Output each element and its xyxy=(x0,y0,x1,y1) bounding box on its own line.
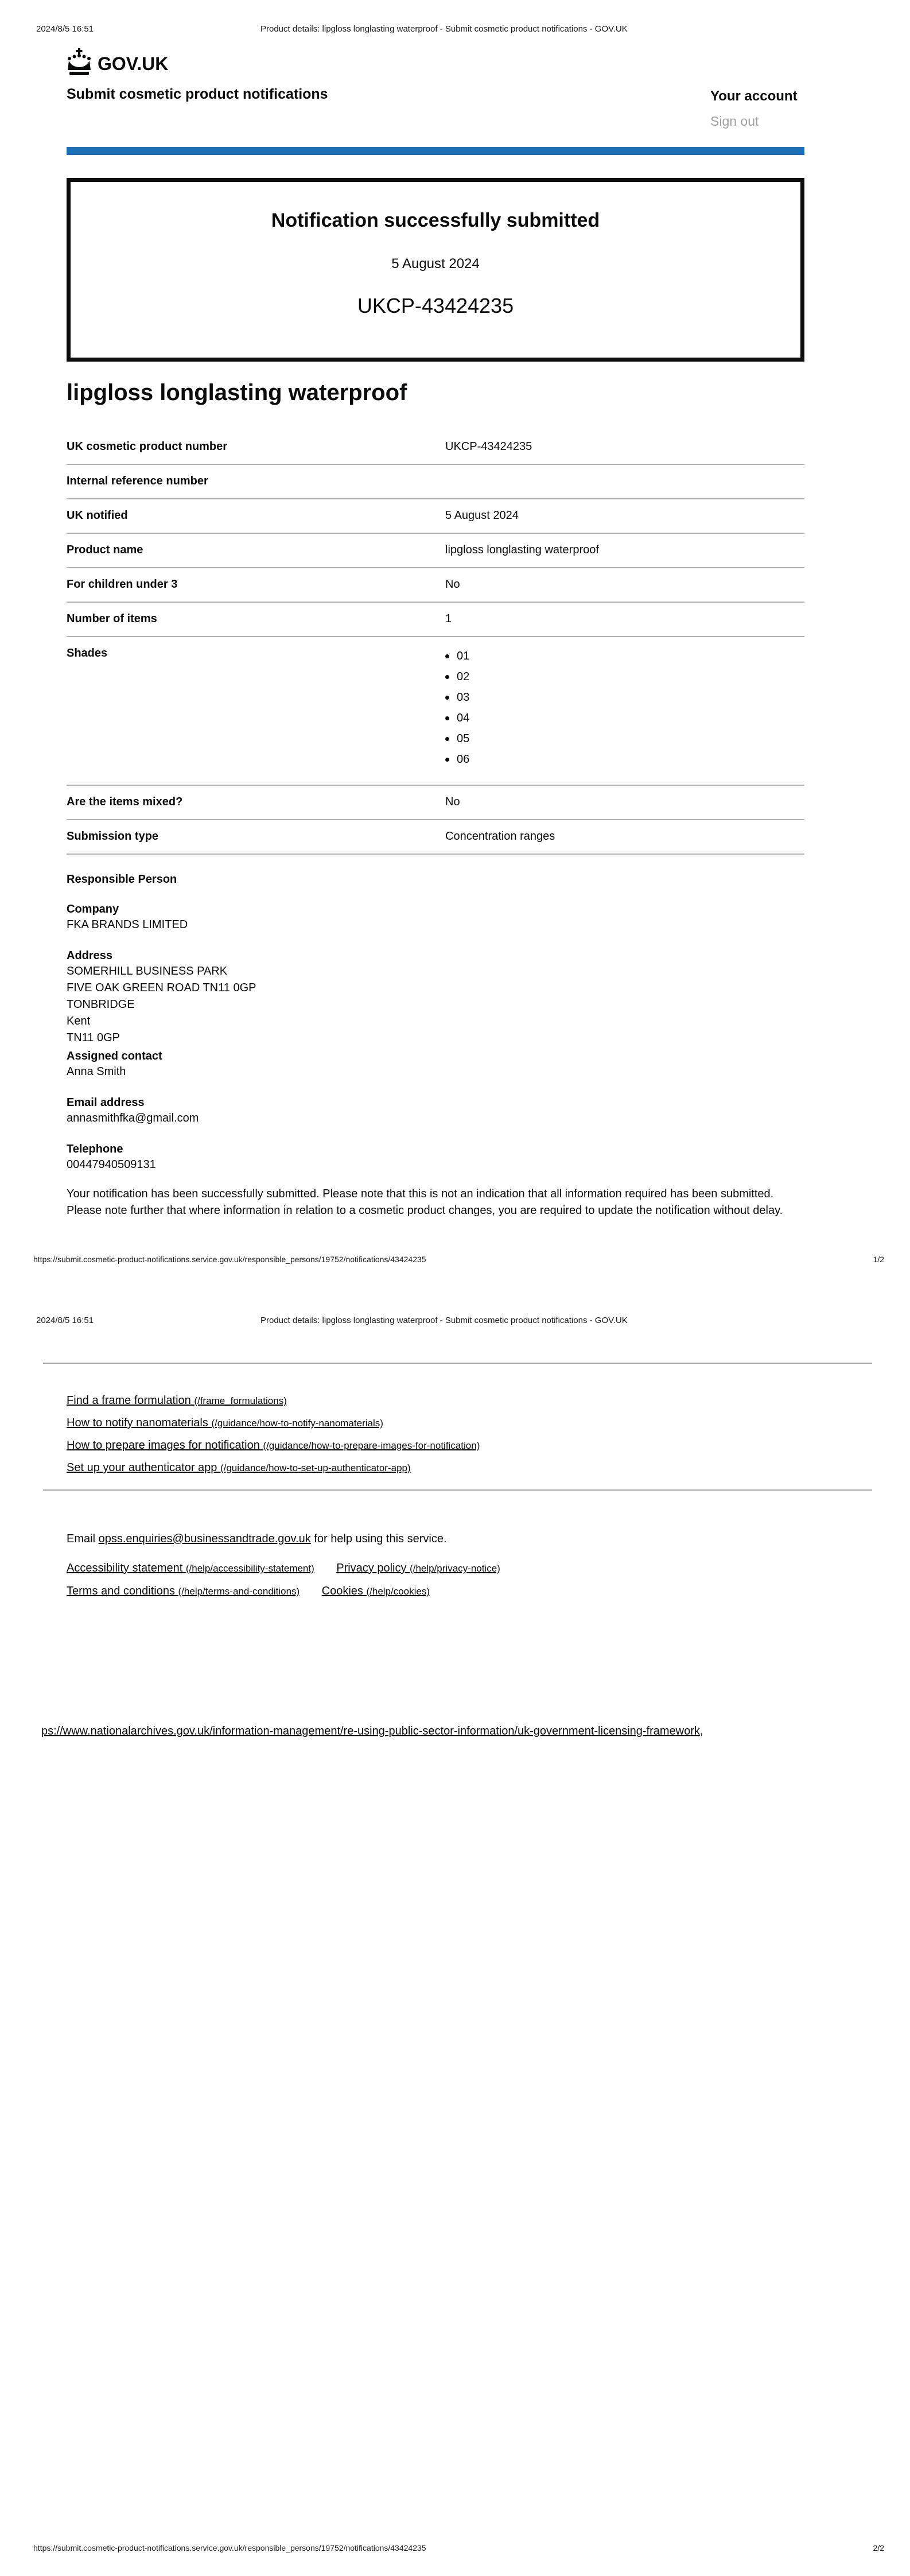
confirmation-panel xyxy=(67,178,804,362)
table-row xyxy=(67,534,804,568)
prepare-images-link[interactable]: How to prepare images for notification (/guidance/how-to-prepare-images-for-notification) xyxy=(67,1439,480,1452)
rp-address-line: TONBRIDGE xyxy=(67,998,135,1011)
rp-address-line: SOMERHILL BUSINESS PARK xyxy=(67,965,228,977)
row-value: Concentration ranges xyxy=(445,830,555,843)
shade-item: 01 xyxy=(445,646,804,666)
frame-formulation-link[interactable]: Find a frame formulation (/frame_formulations) xyxy=(67,1394,287,1407)
row-value: 5 August 2024 xyxy=(445,509,519,522)
shade-item: 04 xyxy=(445,708,804,728)
rp-telephone-label: Telephone xyxy=(67,1143,123,1155)
privacy-policy-link[interactable]: Privacy policy (/help/privacy-notice) xyxy=(336,1562,500,1574)
row-value xyxy=(445,474,804,489)
footer-links-row xyxy=(67,1562,520,1575)
table-row-shades xyxy=(67,637,804,786)
panel-reference: UKCP-43424235 xyxy=(357,294,514,317)
table-row xyxy=(67,465,804,499)
authenticator-app-link[interactable]: Set up your authenticator app (/guidance/how-to-set-up-authenticator-app) xyxy=(67,1461,411,1474)
panel-date: 5 August 2024 xyxy=(391,256,480,271)
table-row xyxy=(67,786,804,820)
page-2 xyxy=(0,1288,910,2576)
service-name-link[interactable]: Submit cosmetic product notifications xyxy=(67,86,328,102)
table-row xyxy=(67,820,804,855)
section-divider xyxy=(43,1363,872,1364)
responsible-person-heading: Responsible Person xyxy=(67,873,177,886)
rp-address-label: Address xyxy=(67,949,113,962)
row-label: Internal reference number xyxy=(67,475,208,487)
row-label: Submission type xyxy=(67,830,159,843)
help-email-link[interactable]: opss.enquiries@businessandtrade.gov.uk xyxy=(98,1533,311,1545)
rp-contact-value: Anna Smith xyxy=(67,1065,126,1078)
row-label: UK cosmetic product number xyxy=(67,440,228,453)
related-links xyxy=(67,1394,480,1483)
table-row xyxy=(67,430,804,465)
print-datetime: 2024/8/5 16:51 xyxy=(36,24,94,34)
page-content xyxy=(67,0,804,1219)
rp-email-group xyxy=(67,1095,804,1127)
footer-links-row xyxy=(67,1585,449,1598)
help-line: Email opss.enquiries@businessandtrade.gov.uk for help using this service. xyxy=(67,1533,447,1545)
rp-address-group xyxy=(67,948,804,1046)
row-value: lipgloss longlasting waterproof xyxy=(445,544,599,556)
product-details-table xyxy=(67,430,804,855)
bullet-icon xyxy=(445,654,449,658)
shade-item: 02 xyxy=(445,666,804,687)
product-title: lipgloss longlasting waterproof xyxy=(67,380,407,405)
bullet-icon xyxy=(445,675,449,679)
rp-company-value: FKA BRANDS LIMITED xyxy=(67,918,188,931)
rp-email-label: Email address xyxy=(67,1096,145,1109)
account-nav xyxy=(710,88,804,129)
shade-item: 06 xyxy=(445,749,804,770)
cookies-link[interactable]: Cookies (/help/cookies) xyxy=(321,1585,430,1597)
table-row xyxy=(67,603,804,637)
rp-address-line: FIVE OAK GREEN ROAD TN11 0GP xyxy=(67,981,256,994)
section-divider xyxy=(43,1489,872,1491)
print-header xyxy=(0,1316,910,1327)
row-value: No xyxy=(445,578,460,591)
govuk-logo[interactable] xyxy=(67,0,804,78)
row-label: UK notified xyxy=(67,509,128,522)
shades-list xyxy=(445,646,804,770)
print-title: Product details: lipgloss longlasting waterproof - Submit cosmetic product notifications - GOV.UK xyxy=(260,1316,628,1325)
rp-email-value: annasmithfka@gmail.com xyxy=(67,1112,199,1124)
row-value: 1 xyxy=(445,612,452,625)
print-page-number: 1/2 xyxy=(873,1255,884,1264)
govuk-logo-text: GOV.UK xyxy=(98,53,169,74)
print-footer-url: https://submit.cosmetic-product-notifications.service.gov.uk/responsible_persons/19752/notifications/43424235 xyxy=(33,2543,426,2552)
shade-item: 05 xyxy=(445,728,804,749)
crown-icon xyxy=(67,48,92,80)
shade-item: 03 xyxy=(445,687,804,708)
rp-telephone-group xyxy=(67,1142,804,1173)
rp-telephone-value: 00447940509131 xyxy=(67,1158,156,1171)
terms-and-conditions-link[interactable]: Terms and conditions (/help/terms-and-conditions) xyxy=(67,1585,300,1597)
bullet-icon xyxy=(445,716,449,720)
print-footer xyxy=(0,1255,910,1266)
accessibility-statement-link[interactable]: Accessibility statement (/help/accessibility-statement) xyxy=(67,1562,314,1574)
table-row xyxy=(67,568,804,603)
print-title: Product details: lipgloss longlasting waterproof - Submit cosmetic product notifications - GOV.UK xyxy=(260,24,628,34)
rp-contact-label: Assigned contact xyxy=(67,1050,162,1062)
rp-company-label: Company xyxy=(67,903,119,915)
rp-address-line: TN11 0GP xyxy=(67,1031,120,1044)
row-label: Number of items xyxy=(67,612,157,625)
bullet-icon xyxy=(445,737,449,741)
sign-out-link[interactable]: Sign out xyxy=(710,114,759,129)
row-label: Product name xyxy=(67,544,143,556)
print-page-number: 2/2 xyxy=(873,2543,884,2552)
print-footer xyxy=(0,2543,910,2555)
your-account-link[interactable]: Your account xyxy=(710,88,798,104)
bullet-icon xyxy=(445,696,449,700)
service-header xyxy=(67,78,804,141)
print-footer-url: https://submit.cosmetic-product-notifications.service.gov.uk/responsible_persons/19752/notifications/43424235 xyxy=(33,1255,426,1264)
licence-line: ps://www.nationalarchives.gov.uk/information-management/re-using-public-sector-information/uk-government-licensing-framework, xyxy=(41,1725,703,1737)
row-label: Shades xyxy=(67,647,108,659)
panel-title: Notification successfully submitted xyxy=(271,210,600,231)
rp-contact-group xyxy=(67,1049,804,1080)
table-row xyxy=(67,499,804,534)
rp-address-line: Kent xyxy=(67,1015,91,1027)
row-label: For children under 3 xyxy=(67,578,178,591)
notify-nanomaterials-link[interactable]: How to notify nanomaterials (/guidance/how-to-notify-nanomaterials) xyxy=(67,1417,383,1429)
bullet-icon xyxy=(445,758,449,762)
row-value: No xyxy=(445,796,460,808)
row-label: Are the items mixed? xyxy=(67,796,183,808)
rp-company-group xyxy=(67,902,804,933)
national-archives-link[interactable]: ps://www.nationalarchives.gov.uk/information-management/re-using-public-sector-information/uk-government-licensing-framework xyxy=(41,1725,700,1737)
submission-note: Your notification has been successfully submitted. Please note that this is not an indication that all information required has been submitted. Please note further that where information in relation to a cosmetic product changes, you are required to update the notification without delay. xyxy=(67,1188,783,1217)
header-blue-bar xyxy=(67,147,804,155)
print-datetime: 2024/8/5 16:51 xyxy=(36,1316,94,1325)
row-value: UKCP-43424235 xyxy=(445,440,532,453)
